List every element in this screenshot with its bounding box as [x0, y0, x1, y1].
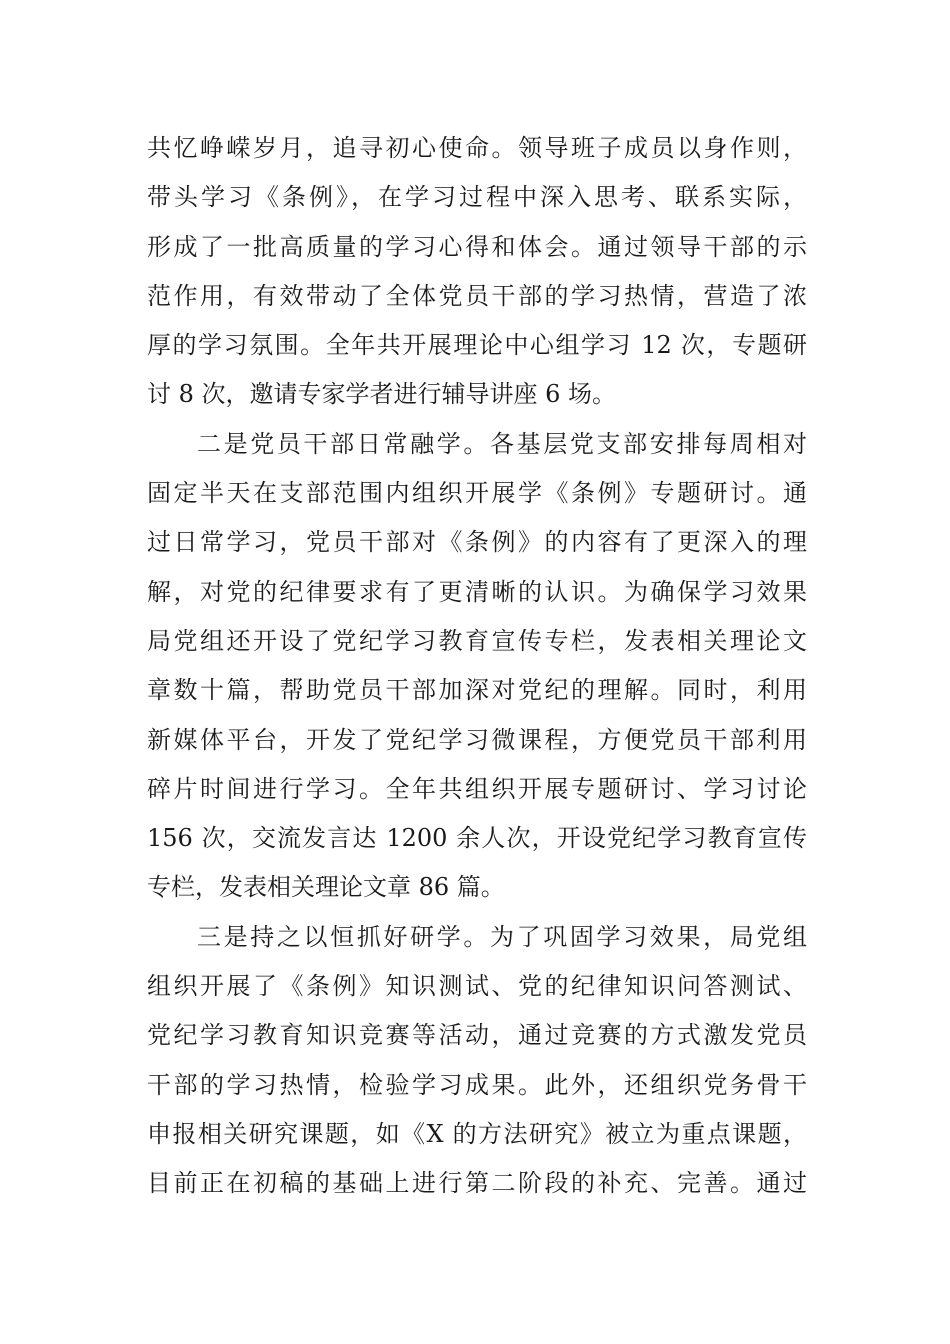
- text-line: 过日常学习，党员干部对《条例》的内容有了更深入的理: [147, 528, 807, 557]
- text-line: 三是持之以恒抓好研学。为了巩固学习效果，局党组: [197, 922, 807, 951]
- text-line: 带头学习《条例》，在学习过程中深入思考、联系实际，: [147, 183, 807, 212]
- body-text: [147, 124, 807, 1209]
- paragraph-daily-study: [147, 420, 807, 913]
- paragraph-persistent-study: [147, 913, 807, 1209]
- text-line: 章数十篇，帮助党员干部加深对党纪的理解。同时，利用: [147, 676, 807, 705]
- text-line: 形成了一批高质量的学习心得和体会。通过领导干部的示: [147, 232, 807, 261]
- text-line: 党纪学习教育知识竞赛等活动，通过竞赛的方式激发党员: [147, 1021, 807, 1050]
- text-line: 申报相关研究课题，如《X 的方法研究》被立为重点课题，: [147, 1119, 807, 1148]
- text-line: 讨 8 次，邀请专家学者进行辅导讲座 6 场。: [147, 380, 617, 409]
- text-line: 局党组还开设了党纪学习教育宣传专栏，发表相关理论文: [147, 626, 807, 655]
- text-line: 解，对党的纪律要求有了更清晰的认识。为确保学习效果: [147, 577, 807, 606]
- text-line: 碎片时间进行学习。全年共组织开展专题研讨、学习讨论: [147, 774, 807, 803]
- text-line: 厚的学习氛围。全年共开展理论中心组学习 12 次，专题研: [147, 331, 807, 360]
- text-line: 二是党员干部日常融学。各基层党支部安排每周相对: [197, 429, 807, 458]
- paragraph-leadership-study: [147, 124, 807, 420]
- text-line: 156 次，交流发言达 1200 余人次，开设党纪学习教育宣传: [147, 824, 807, 853]
- text-line: 专栏，发表相关理论文章 86 篇。: [147, 873, 505, 902]
- text-line: 新媒体平台，开发了党纪学习微课程，方便党员干部利用: [147, 725, 807, 754]
- text-line: 组织开展了《条例》知识测试、党的纪律知识问答测试、: [147, 972, 807, 1001]
- text-line: 固定半天在支部范围内组织开展学《条例》专题研讨。通: [147, 479, 807, 508]
- text-line: 目前正在初稿的基础上进行第二阶段的补充、完善。通过: [147, 1169, 807, 1198]
- text-line: 共忆峥嵘岁月，追寻初心使命。领导班子成员以身作则，: [147, 134, 807, 162]
- text-line: 干部的学习热情，检验学习成果。此外，还组织党务骨干: [147, 1070, 807, 1099]
- text-line: 范作用，有效带动了全体党员干部的学习热情，营造了浓: [147, 281, 807, 310]
